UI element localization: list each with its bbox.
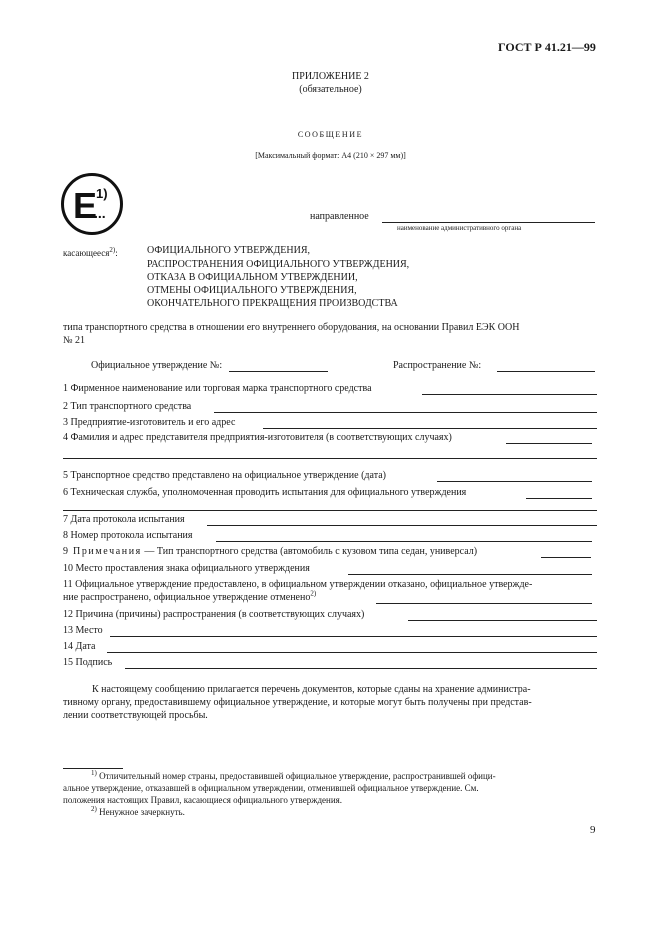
appendix-subtitle: (обязательное)	[299, 84, 362, 95]
item-extension-reason: 12 Причина (причины) распространения (в соответствующих случаях)	[63, 609, 365, 620]
item-remarks: 9 Примечания — Тип транспортного средства (автомобиль с кузовом типа седан, универсал)	[63, 546, 478, 557]
sender-label: направленное	[310, 211, 369, 222]
sender-field[interactable]	[382, 222, 595, 223]
footnote-1-cont: альное утверждение, отказавшей в официальном утверждении, отменившей официальное утверждение. См.	[63, 783, 479, 793]
item-place-field[interactable]	[110, 636, 597, 637]
item-representative: 4 Фамилия и адрес представителя предприятия-изготовителя (в соответствующих случаях)	[63, 432, 452, 443]
concerning-option: ОТМЕНЫ ОФИЦИАЛЬНОГО УТВЕРЖДЕНИЯ,	[147, 285, 357, 296]
item-trade-name-field[interactable]	[422, 394, 597, 395]
item-representative-field[interactable]	[506, 443, 592, 444]
concerning-option: ОТКАЗА В ОФИЦИАЛЬНОМ УТВЕРЖДЕНИИ,	[147, 272, 358, 283]
concerning-option: РАСПРОСТРАНЕНИЯ ОФИЦИАЛЬНОГО УТВЕРЖДЕНИЯ,	[147, 259, 410, 270]
standard-code: ГОСТ Р 41.21—99	[498, 40, 596, 54]
item-report-date-field[interactable]	[207, 525, 597, 526]
item-date: 14 Дата	[63, 641, 96, 652]
item-submission-date: 5 Транспортное средство представлено на официальное утверждение (дата)	[63, 470, 386, 481]
item-date-field[interactable]	[107, 652, 597, 653]
item-technical-service-field[interactable]	[526, 498, 592, 499]
approval-number-field[interactable]	[229, 371, 328, 372]
extension-number-label: Распространение №:	[393, 360, 482, 371]
format-note: [Максимальный формат: А4 (210 × 297 мм)]	[255, 151, 406, 160]
item-decision-cont: ние распространено, официальное утверждение отменено$^{2)}$	[63, 589, 317, 603]
item-trade-name: 1 Фирменное наименование или торговая марка транспортного средства	[63, 383, 372, 394]
intro-text: типа транспортного средства в отношении его внутреннего оборудования, на основании Правил ЕЭК ООН	[63, 322, 520, 333]
item-signature-field[interactable]	[125, 668, 597, 669]
sender-caption: наименование административного органа	[397, 224, 522, 232]
item-submission-date-field[interactable]	[437, 481, 592, 482]
item-vehicle-type: 2 Тип транспортного средства	[63, 401, 192, 412]
mark-letter: E	[73, 185, 98, 226]
item-manufacturer-field[interactable]	[263, 428, 597, 429]
item-signature: 15 Подпись	[63, 657, 113, 668]
concerning-option: ОКОНЧАТЕЛЬНОГО ПРЕКРАЩЕНИЯ ПРОИЗВОДСТВА	[147, 298, 398, 309]
approval-number-label: Официальное утверждение №:	[91, 360, 223, 371]
closing-paragraph-cont: тивному органу, предоставившему официальное утверждение, и которые могут быть получены при представ-	[63, 697, 532, 708]
item-place: 13 Место	[63, 625, 103, 636]
item-vehicle-type-field[interactable]	[214, 412, 597, 413]
extension-number-field[interactable]	[497, 371, 595, 372]
concerning-label: касающееся$^{2)}$:	[63, 246, 118, 258]
page-number: 9	[590, 824, 596, 836]
concerning-option: ОФИЦИАЛЬНОГО УТВЕРЖДЕНИЯ,	[147, 245, 311, 256]
closing-paragraph-cont: лении соответствующей просьбы.	[63, 710, 208, 721]
approval-mark-icon	[60, 172, 124, 236]
item-technical-service: 6 Техническая служба, уполномоченная проводить испытания для официального утверждения	[63, 487, 467, 498]
item-technical-service-field-cont[interactable]	[63, 510, 597, 511]
item-remarks-field[interactable]	[541, 557, 591, 558]
message-title: СООБЩЕНИЕ	[297, 130, 364, 139]
closing-paragraph: К настоящему сообщению прилагается перечень документов, которые сданы на хранение администра-	[92, 684, 531, 695]
mark-dots: ...	[94, 205, 106, 221]
footnote-1: $^{1)}$ Отличительный номер страны, предоставившей официальное утверждение, распространившей офици-	[91, 769, 496, 781]
mark-superscript: 1)	[96, 186, 108, 201]
appendix-title: ПРИЛОЖЕНИЕ 2	[292, 71, 369, 82]
footnote-2: $^{2)}$ Ненужное зачеркнуть.	[91, 805, 185, 817]
intro-text: № 21	[63, 335, 86, 346]
item-report-number-field[interactable]	[216, 541, 592, 542]
item-mark-location-field[interactable]	[348, 574, 592, 575]
item-manufacturer: 3 Предприятие-изготовитель и его адрес	[63, 417, 236, 428]
item-mark-location: 10 Место проставления знака официального утверждения	[63, 563, 310, 574]
item-report-number: 8 Номер протокола испытания	[63, 530, 193, 541]
footnote-1-cont: положения настоящих Правил, касающиеся официального утверждения.	[63, 795, 343, 805]
item-decision-field[interactable]	[376, 603, 592, 604]
item-decision: 11 Официальное утверждение предоставлено, в официальном утверждении отказано, официальное утвержде-	[63, 579, 533, 590]
item-representative-field-cont[interactable]	[63, 458, 597, 459]
item-extension-reason-field[interactable]	[408, 620, 597, 621]
item-report-date: 7 Дата протокола испытания	[63, 514, 185, 525]
